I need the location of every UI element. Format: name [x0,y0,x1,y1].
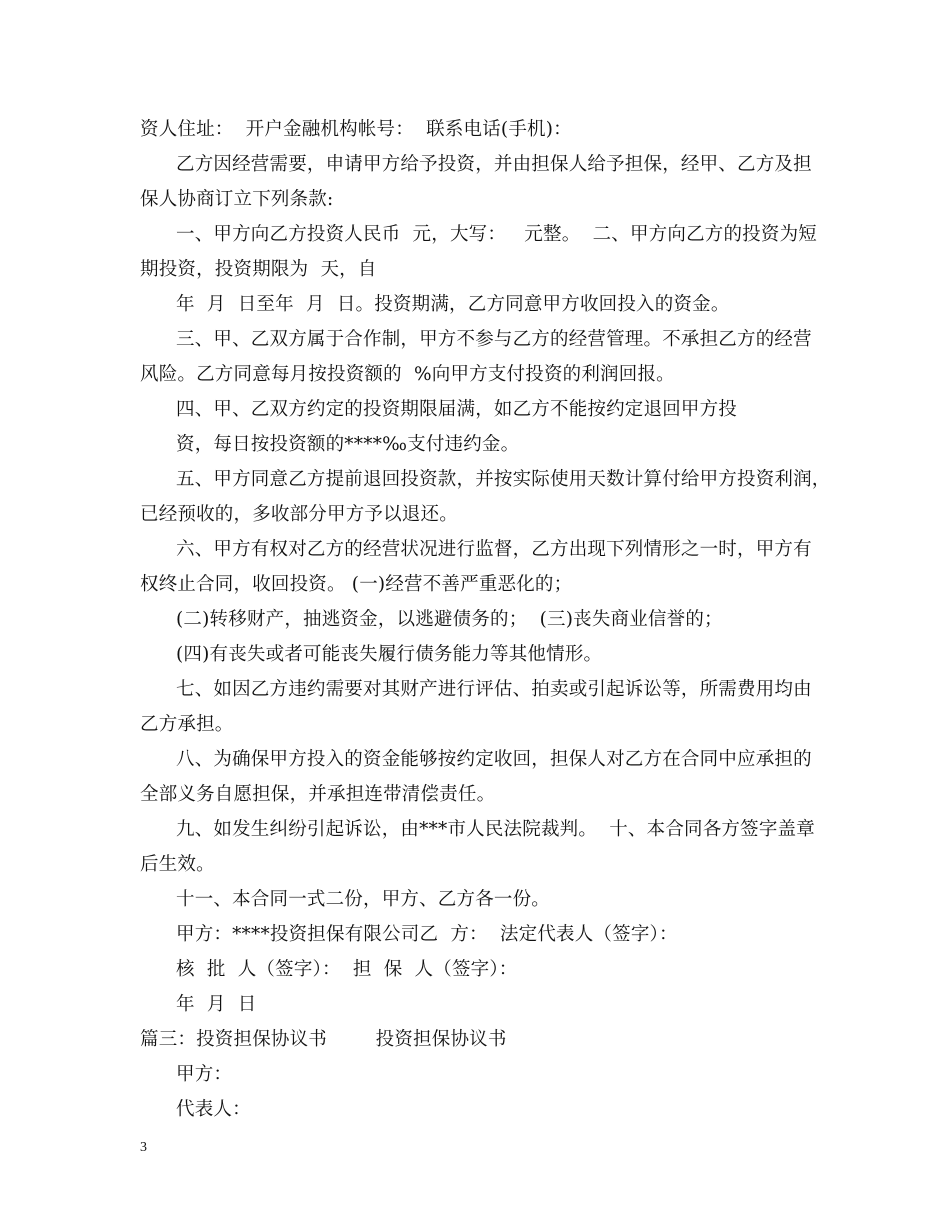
text-line: 十一、本合同一式二份，甲方、乙方各一份。 [176,889,551,910]
text-line: 三、甲、乙双方属于合作制，甲方不参与乙方的经营管理。不承担乙方的经营 [176,329,812,350]
signature-line: 甲方：****投资担保有限公司乙 方： 法定代表人（签字）： [176,924,678,945]
text-line: 资，每日按投资额的****‰支付违约金。 [176,434,520,455]
text-line: 一、甲方向乙方投资人民币 元，大写： 元整。 二、甲方向乙方的投资为短 [176,224,817,245]
text-line: 已经预收的，多收部分甲方予以退还。 [140,504,458,525]
text-line: 年 月 日至年 月 日。投资期满，乙方同意甲方收回投入的资金。 [176,294,730,315]
text-line: 保人协商订立下列条款: [140,189,334,210]
text-line: 期投资，投资期限为 天，自 [140,259,377,280]
page-number: 3 [140,1140,147,1155]
text-line: 九、如发生纠纷引起诉讼，由***市人民法院裁判。 十、本合同各方签字盖章 [176,819,815,840]
text-line: (四)有丧失或者可能丧失履行债务能力等其他情形。 [176,644,603,665]
text-line: 乙方承担。 [140,714,234,735]
text-line: 五、甲方同意乙方提前退回投资款，并按实际使用天数计算付给甲方投资利润， [176,469,831,490]
text-line: 全部义务自愿担保，并承担连带清偿责任。 [140,784,496,805]
signature-line: 核 批 人（签字）： 担 保 人（签字）： [176,959,518,980]
text-line: 乙方因经营需要，申请甲方给予投资，并由担保人给予担保，经甲、乙方及担 [176,154,812,175]
text-line: 代表人： [176,1099,251,1120]
date-line: 年 月 日 [176,994,257,1015]
text-line: 后生效。 [140,854,215,875]
text-line: 甲方： [176,1064,233,1085]
text-line: 风险。乙方同意每月按投资额的 %向甲方支付投资的利润回报。 [140,364,675,385]
section-heading: 篇三：投资担保协议书 投资担保协议书 [140,1029,507,1050]
text-line: 六、甲方有权对乙方的经营状况进行监督，乙方出现下列情形之一时，甲方有 [176,539,812,560]
text-line: 七、如因乙方违约需要对其财产进行评估、拍卖或引起诉讼等，所需费用均由 [176,679,812,700]
text-line: 资人住址： 开户金融机构帐号： 联系电话(手机)： [140,119,572,140]
text-line: 权终止合同，收回投资。 (一)经营不善严重恶化的； [140,574,573,595]
text-line: (二)转移财产，抽逃资金，以逃避债务的； (三)丧失商业信誉的； [176,609,723,630]
text-line: 四、甲、乙双方约定的投资期限届满，如乙方不能按约定退回甲方投 [176,399,738,420]
text-line: 八、为确保甲方投入的资金能够按约定收回，担保人对乙方在合同中应承担的 [176,749,812,770]
